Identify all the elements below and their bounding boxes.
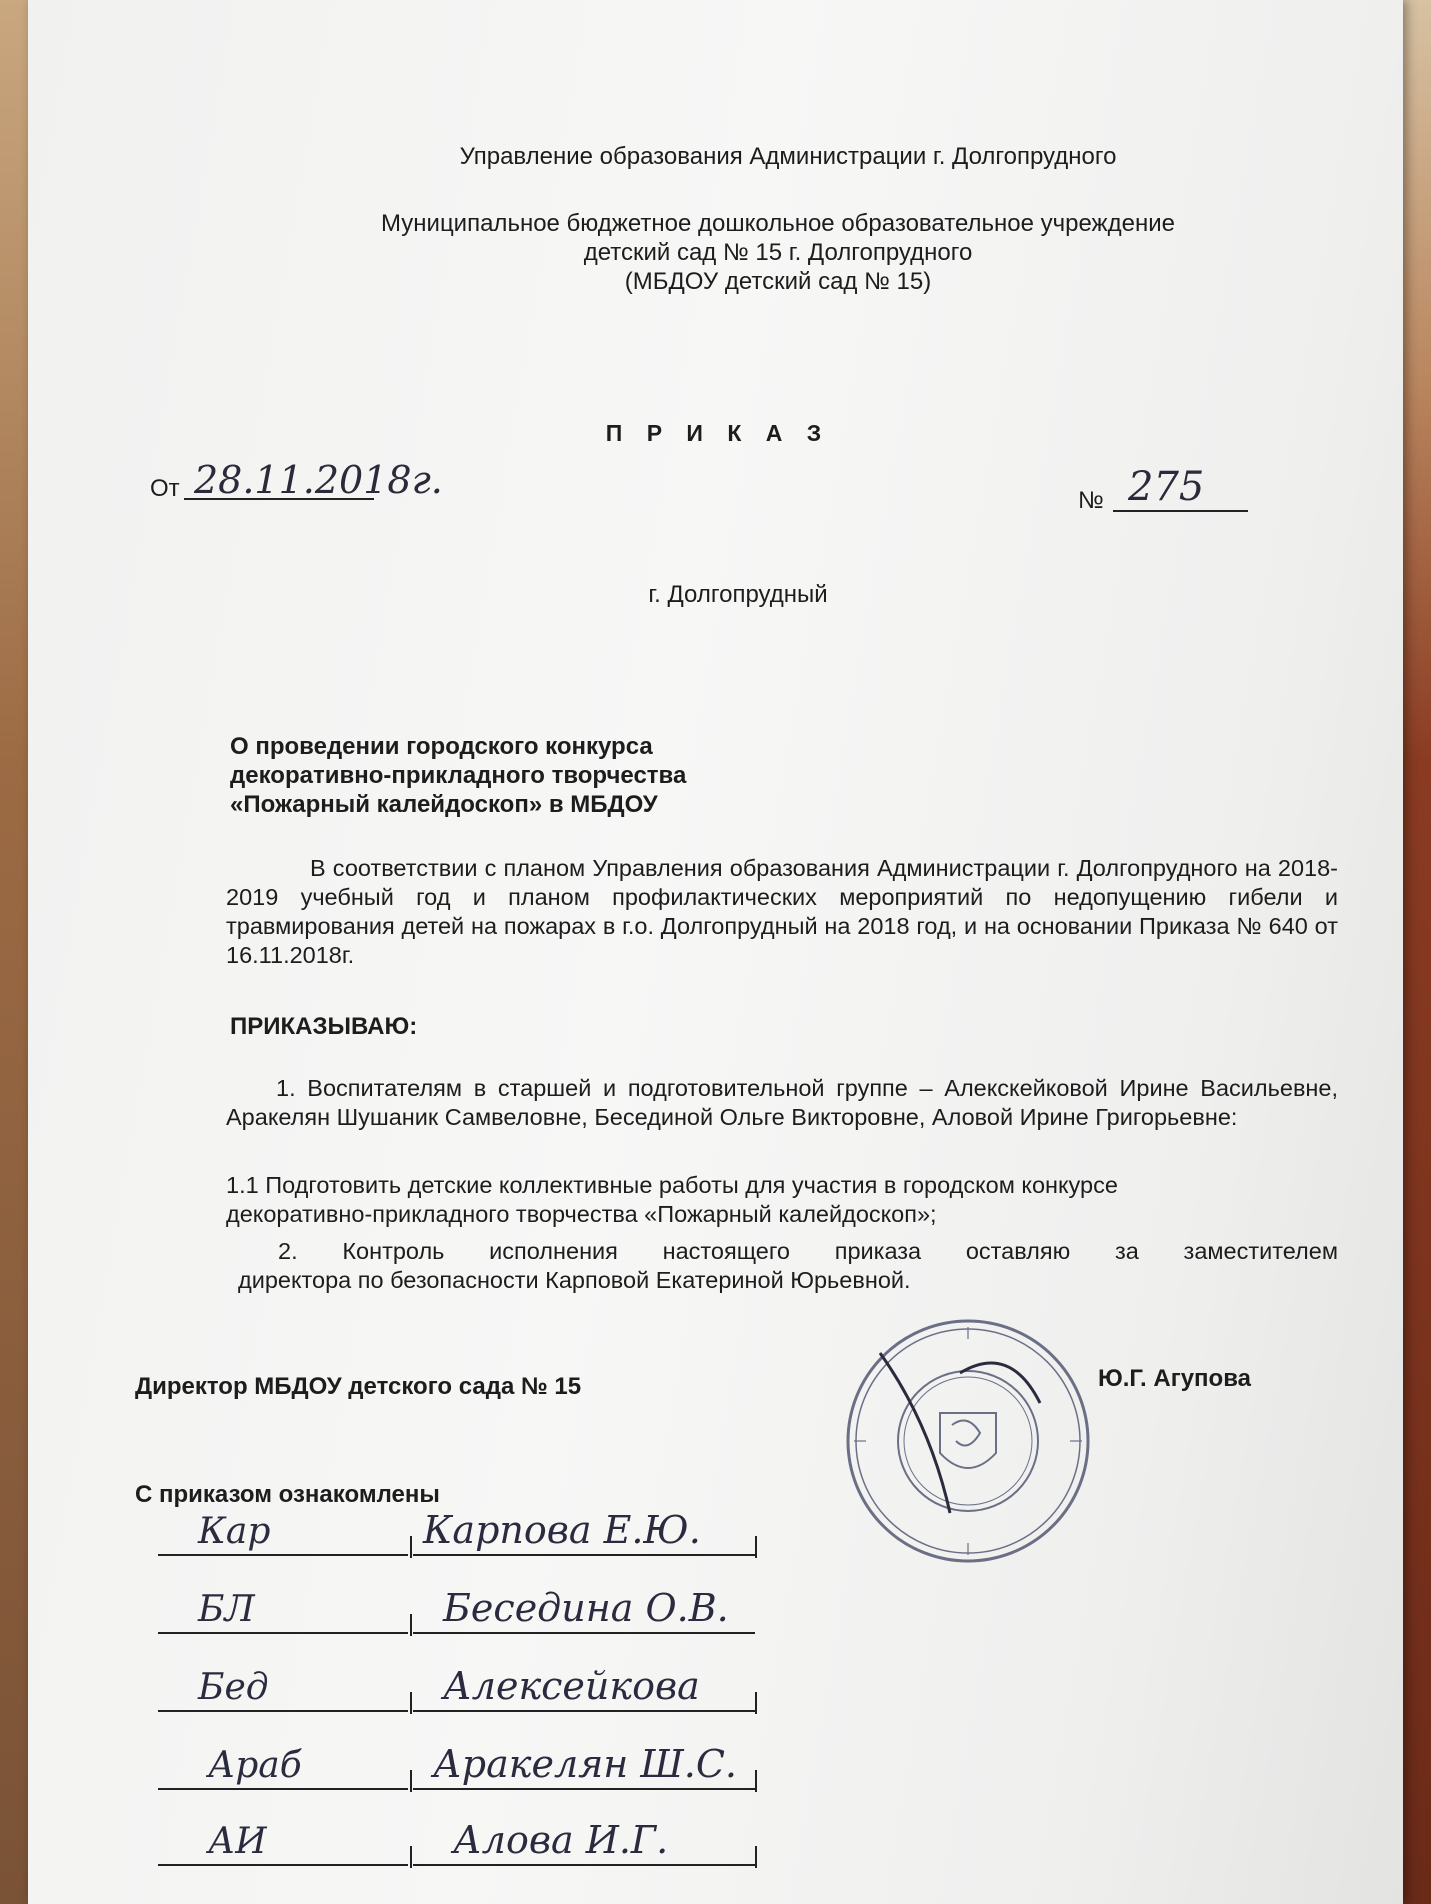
institution-name: Муниципальное бюджетное дошкольное образовательное учреждение: [381, 210, 1175, 237]
item-1: 1. Воспитателям в старшей и подготовительной группе – Алекскейковой Ирине Васильевне, Аракелян Шушаник Самвеловне, Бесединой Ольге Викторовне, Аловой Ирине Григорьевне:: [226, 1075, 1338, 1130]
name-line: [413, 1662, 755, 1712]
ack-row: [158, 1500, 758, 1556]
number-prefix: №: [1078, 487, 1104, 514]
signature-position: Директор МБДОУ детского сада № 15: [135, 1373, 582, 1400]
ack-name: Беседина О.В.: [443, 1586, 729, 1630]
paraph: Араб: [208, 1745, 302, 1786]
ack-name: Аракелян Ш.С.: [433, 1742, 737, 1786]
acknowledgement-heading: С приказом ознакомлены: [135, 1481, 440, 1508]
separator: [755, 1846, 757, 1868]
separator: [755, 1536, 757, 1558]
item-1-1: 1.1 Подготовить детские коллективные работы для участия в городском конкурсе: [226, 1172, 1118, 1198]
city: г. Долгопрудный: [648, 581, 828, 608]
subject-line2: декоративно-прикладного творчества: [230, 762, 687, 789]
paraph-line: [158, 1506, 408, 1556]
ack-name: Алова И.Г.: [453, 1818, 669, 1862]
ack-row: [158, 1810, 758, 1866]
paraph-line: [158, 1740, 408, 1790]
paraph-line: [158, 1662, 408, 1712]
paraph: АИ: [208, 1821, 267, 1862]
ack-row: [158, 1578, 758, 1634]
number-underline: [1113, 510, 1248, 512]
document-page: [28, 0, 1403, 1904]
institution-short-name: (МБДОУ детский сад № 15): [624, 268, 932, 295]
subject-line3: «Пожарный калейдоскоп» в МБДОУ: [230, 791, 658, 818]
paraph: Кар: [198, 1511, 271, 1552]
separator: [410, 1614, 412, 1636]
item-1-1-cont: декоративно-прикладного творчества «Пожарный калейдоскоп»;: [226, 1201, 937, 1227]
document-title: П Р И К А З: [605, 420, 831, 446]
ack-name: Алексейкова: [443, 1664, 700, 1708]
paraph: Бед: [198, 1667, 269, 1708]
authority-heading: Управление образования Администрации г. Долгопрудного: [459, 143, 1117, 170]
separator: [410, 1846, 412, 1868]
separator: [755, 1770, 757, 1792]
separator: [410, 1692, 412, 1714]
preamble: В соответствии с планом Управления образования Администрации г. Долгопрудного на 2018-2019 учебный год и планом профилактических мероприятий по недопущению гибели и травмирования детей на пожарах в г.о. Долгопрудный на 2018 год, и на основании Приказа № 640 от 16.11.2018г.: [226, 855, 1338, 968]
decree-heading: ПРИКАЗЫВАЮ:: [230, 1013, 418, 1040]
separator: [755, 1692, 757, 1714]
ack-row: [158, 1656, 758, 1712]
ack-row: [158, 1734, 758, 1790]
name-line: [413, 1816, 755, 1866]
paraph-line: [158, 1584, 408, 1634]
number-handwritten: 275: [1128, 464, 1205, 510]
item-2: 2. Контроль исполнения настоящего приказа оставляю за заместителем: [278, 1238, 1338, 1264]
paraph: БЛ: [198, 1589, 255, 1630]
paraph-line: [158, 1816, 408, 1866]
name-line: [413, 1740, 755, 1790]
name-line: [413, 1584, 755, 1634]
separator: [410, 1770, 412, 1792]
ack-name: Карпова Е.Ю.: [423, 1508, 701, 1552]
signature-name: Ю.Г. Агупова: [1098, 1365, 1251, 1392]
separator: [410, 1536, 412, 1558]
official-seal: [840, 1313, 1096, 1569]
item-2-cont: директора по безопасности Карповой Екатериной Юрьевной.: [238, 1267, 911, 1293]
date-prefix: От: [150, 475, 180, 502]
subject-line1: О проведении городского конкурса: [230, 733, 653, 760]
date-handwritten: 28.11.2018г.: [194, 458, 443, 502]
institution-name-line2: детский сад № 15 г. Долгопрудного: [583, 239, 973, 266]
name-line: [413, 1506, 755, 1556]
